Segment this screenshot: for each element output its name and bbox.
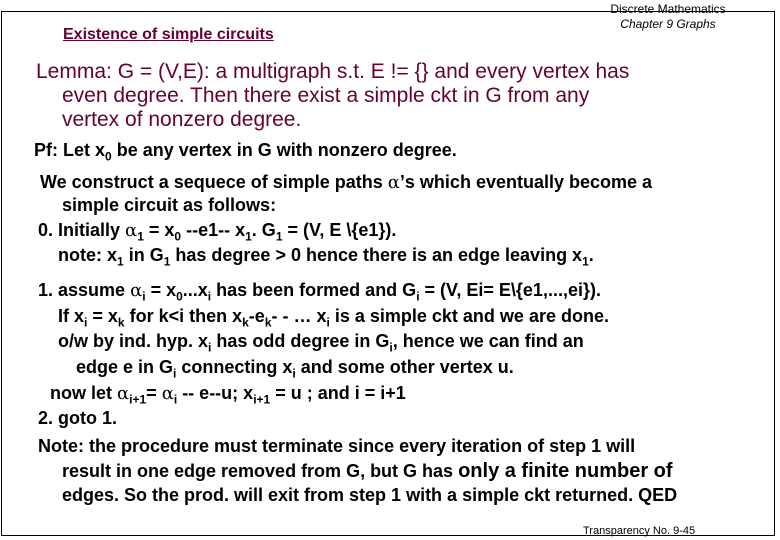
proof-note-line-2: result in one edge removed from G, but G has only a finite number of — [62, 460, 673, 482]
course-header — [580, 2, 756, 32]
proof-line-otherwise: o/w by ind. hyp. $x_i$ has odd degree in $G_i$, hence we can find an — [58, 331, 584, 355]
proof-line-edge: edge e in $G_i$ connecting $x_i$ and some other vertex u. — [76, 357, 514, 381]
alpha-symbol: α — [387, 172, 400, 193]
proof-line-construct-cont: simple circuit as follows: — [62, 195, 277, 215]
slide-title: Existence of simple circuits — [63, 26, 274, 43]
proof-line-step1: 1. assume $\alpha_i = x_0...x_i$ has been formed and $G_i = (V$, Ei= E\{e1,...,ei}). — [38, 280, 601, 304]
lemma-line-3: vertex of nonzero degree. — [62, 108, 302, 131]
proof-note-line-1: Note: the procedure must terminate since every iteration of step 1 will — [38, 436, 636, 456]
proof-line-initially: 0. Initially $\alpha_1 = x_0$ --e1-- $x_1$. $G_1 = (V$, E \{e1}). — [38, 220, 397, 244]
lemma-line-1: Lemma: G = (V,E): a multigraph s.t. E != {} and every vertex has — [36, 60, 630, 83]
lemma-line-2: even degree. Then there exist a simple ckt in G from any — [62, 84, 590, 107]
proof-line-goto: 2. goto 1. — [38, 408, 118, 428]
proof-note-line-3: edges. So the prod. will exit from step 1 with a simple ckt returned. QED — [62, 485, 678, 505]
lemma-statement — [36, 60, 766, 132]
proof-line-construct: We construct a sequece of simple paths α’s which eventually become a — [40, 172, 653, 193]
proof-line-now-let: now let $\alpha_{i+1}= \alpha_i -- e--u$; $x_{i+1} = u$ ; and i = i+1 — [50, 383, 406, 407]
chapter-name: Chapter 9 Graphs — [620, 17, 716, 31]
course-name: Discrete Mathematics — [610, 2, 726, 16]
proof-line-pf: Pf: Let $x_0$ be any vertex in G with nonzero degree. — [34, 140, 457, 164]
proof-line-note: note: $x_1$ in $G_1$ has degree > 0 hence there is an edge leaving $x_1$. — [58, 245, 594, 269]
proof-line-if: If $x_i = x_k$ for k<i then $x_k-e_k-$ - … $x_i$ is a simple ckt and we are done. — [58, 306, 609, 330]
transparency-number: Transparency No. 9-45 — [583, 525, 696, 537]
